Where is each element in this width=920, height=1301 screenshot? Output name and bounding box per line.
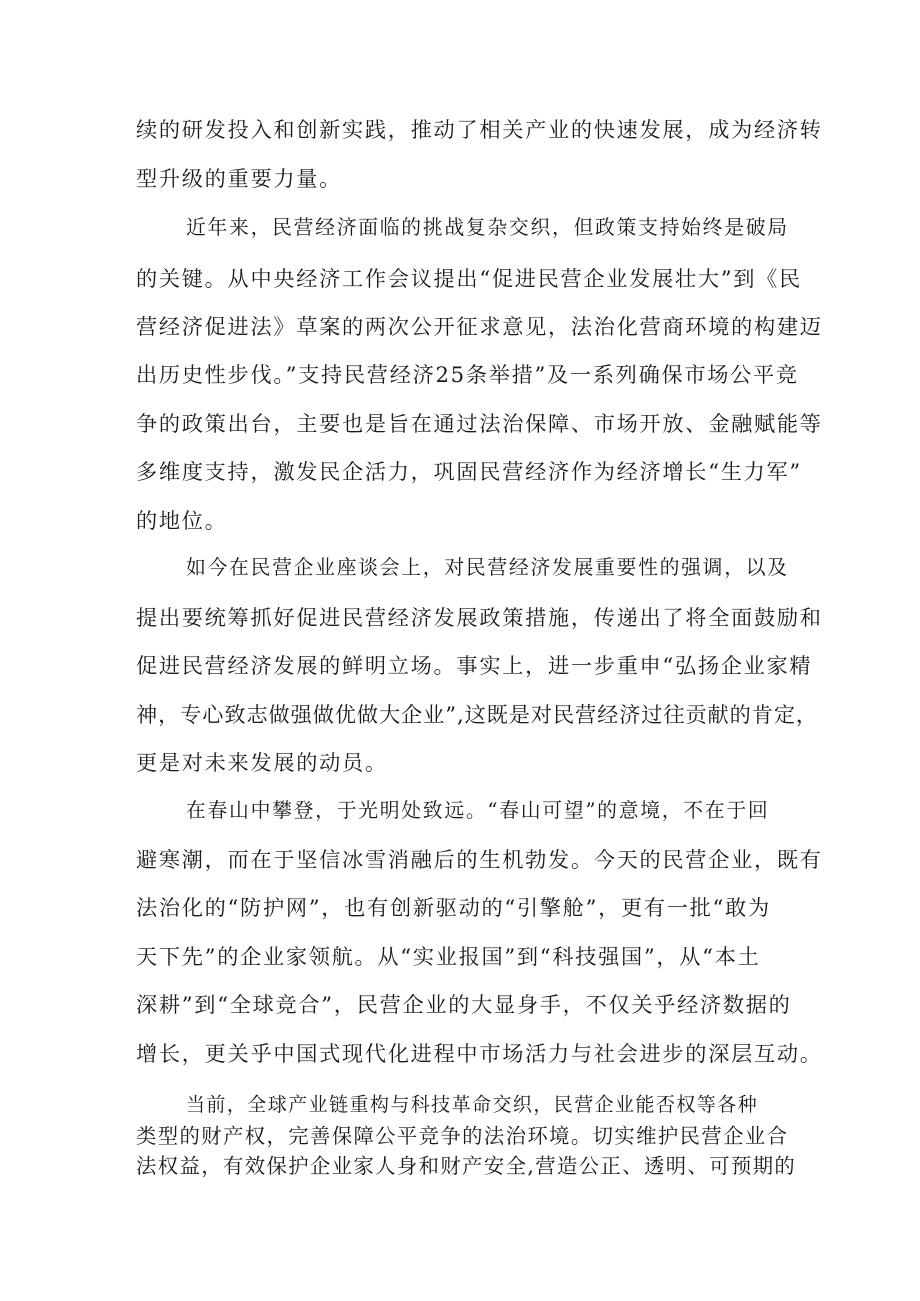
- text-line: 多维度支持，激发民企活力，巩固民营经济作为经济增长“生力军”: [136, 459, 802, 484]
- text-line: 在春山中攀登，于光明处致远。“春山可望”的意境，不在于回: [186, 799, 770, 822]
- text-line: 更是对未来发展的动员。: [136, 750, 388, 775]
- text-line: 法治化的“防护网”，也有创新驱动的“引擎舱”，更有一批“敢为: [136, 895, 771, 920]
- text-line: 提出要统筹抓好促进民营经济发展政策措施，传递出了将全面鼓励和: [136, 605, 823, 630]
- text-line: 争的政策出台，主要也是旨在通过法治保障、市场开放、金融赋能等: [136, 411, 823, 436]
- text-line: 法权益，有效保护企业家人身和财产安全,营造公正、透明、可预期的: [136, 1154, 797, 1178]
- text-line: 深耕”到“全球竞合”，民营企业的大显身手，不仅关乎经济数据的: [136, 992, 792, 1017]
- text-line: 当前，全球产业链重构与科技革命交织，民营企业能否权等各种: [186, 1094, 759, 1116]
- text-line: 促进民营经济发展的鲜明立场。事实上，进一步重申“弘扬企业家精: [136, 653, 813, 678]
- text-line: 避寒潮，而在于坚信冰雪消融后的生机勃发。今天的民营企业，既有: [136, 847, 823, 872]
- text-line: 的地位。: [136, 508, 228, 533]
- text-line: 如今在民营企业座谈会上，对民营经济发展重要性的强调，以及: [186, 556, 789, 579]
- text-line: 的关键。从中央经济工作会议提出“促进民营企业发展壮大”到《民: [136, 266, 802, 291]
- text-line: 营经济促进法》草案的两次公开征求意见，法治化营商环境的构建迈: [136, 314, 823, 339]
- text-line: 类型的财产权，完善保障公平竞争的法治环境。切实维护民营企业合: [136, 1124, 789, 1148]
- text-line: 出历史性步伐。”支持民营经济25条举措”及一系列确保市场公平竞: [136, 362, 799, 387]
- text-line: 续的研发投入和创新实践，推动了相关产业的快速发展，成为经济转: [136, 117, 823, 142]
- text-line: 增长，更关乎中国式现代化进程中市场活力与社会进步的深层互动。: [136, 1041, 823, 1066]
- text-line: 近年来，民营经济面临的挑战复杂交织，但政策支持始终是破局: [186, 216, 789, 239]
- text-line: 型升级的重要力量。: [136, 166, 342, 191]
- text-line: 天下先”的企业家领航。从“实业报国”到“科技强国”，从“本土: [136, 944, 761, 969]
- text-line: 神，专心致志做强做优做大企业”,这既是对民营经济过往贡献的肯定，: [136, 702, 818, 727]
